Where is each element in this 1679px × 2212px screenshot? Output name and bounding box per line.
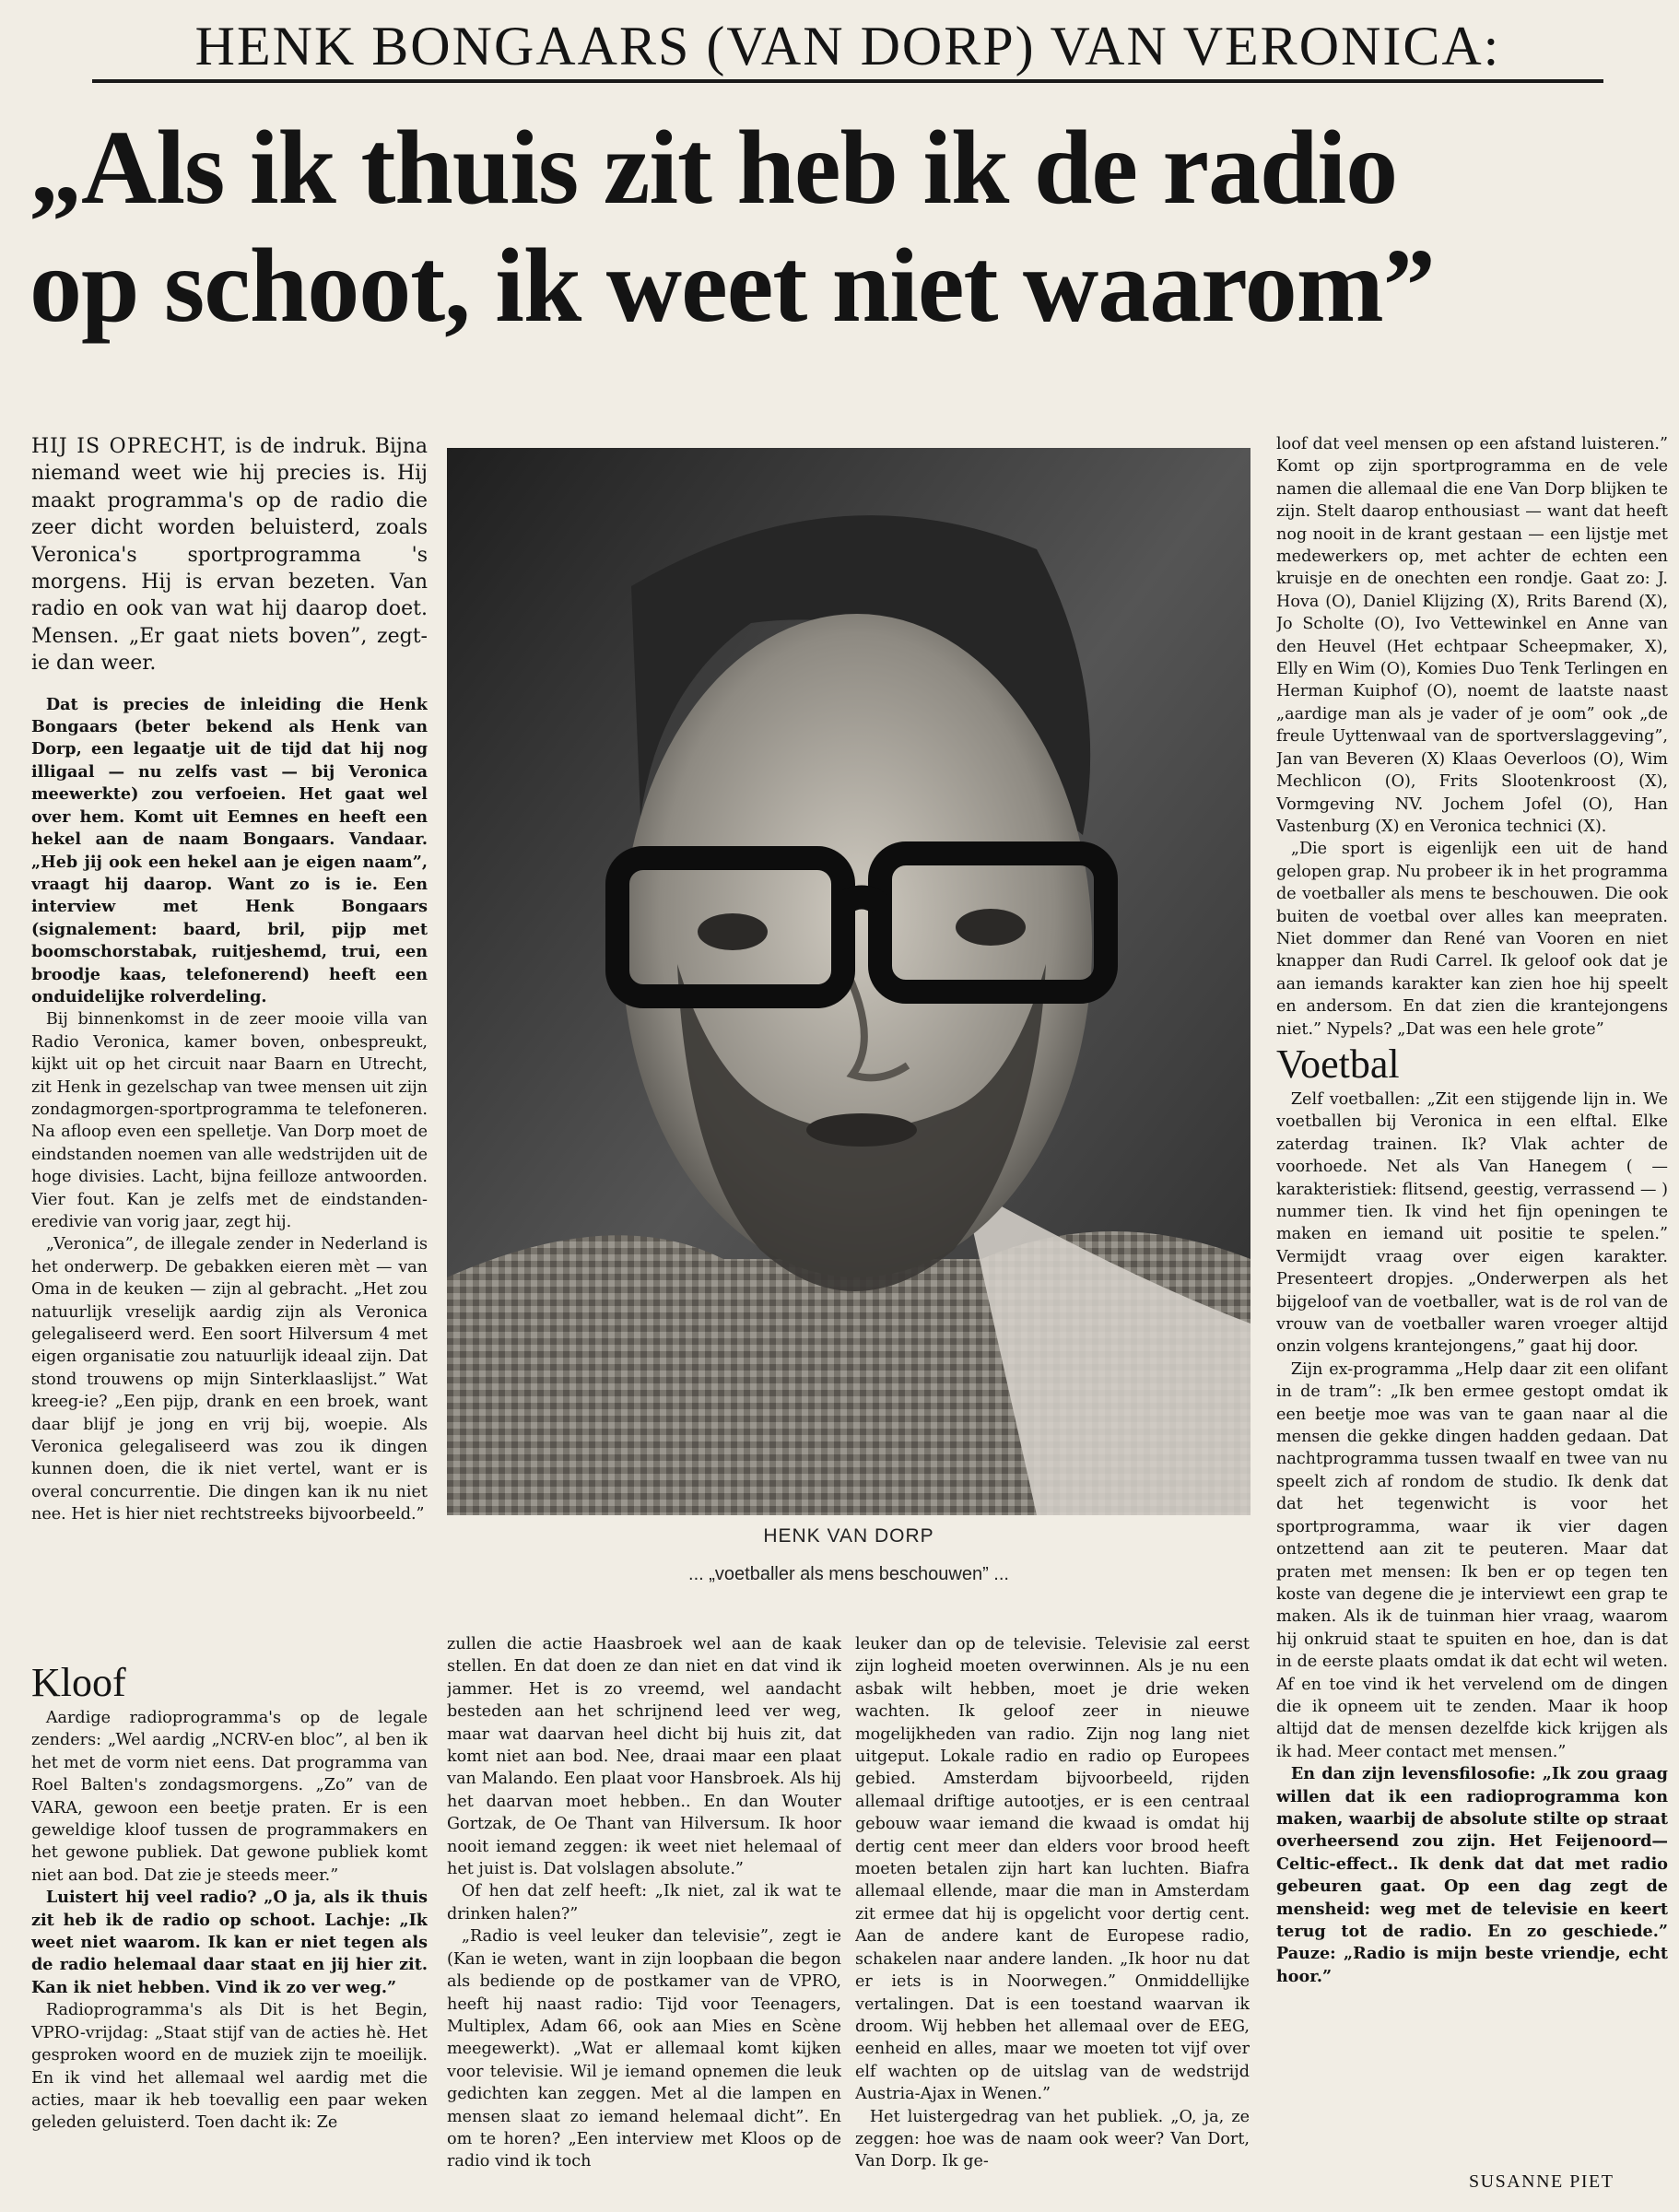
paragraph: Zijn ex-programma „Help daar zit een olifant in de tram”: „Ik ben ermee gestopt omdat ik een beetje moe was van te gaan naar al die mensen die gekke dingen hadden gedaan. Dat nachtprogramma tussen twaalf en twee van nu speelt zich af rondom de studio. Ik denk dat dat het tegenwicht is voor het sportprogramma, waar ik vier dagen ontzettend aan zit te peuteren. Maar dat praten met mensen: Ik ben er op tegen ten koste van degene die je interviewt een grap te maken. Als ik de tuinman hier vraag, waarom hij onkruid staat te spuiten en hoe, dan is dat in de eerste plaats omdat ik dat echt wil weten. Af en toe vind ik het vervelend om de dingen die ik opneem uit te zenden. Maar ik hoop altijd dat de mensen dezelfde kick krijgen als ik had. Meer contact met mensen.”	[1276, 1359, 1668, 1761]
headline	[29, 109, 1670, 345]
column-3	[855, 1633, 1250, 2186]
caption-name: HENK VAN DORP	[763, 1525, 934, 1547]
author-byline: SUSANNE PIET	[1469, 2171, 1614, 2192]
lead-rest: is de indruk. Bijna niemand weet wie hij precies is. Hij maakt programma's op de radio die zeer dicht worden beluisterd, zoals Veronica's sportprogramma 's morgens. Hij is ervan bezeten. Van radio en ook van wat hij daarop doet. Mensen. „Er gaat niets boven”, zegt-ie dan weer.	[31, 435, 428, 676]
headline-line-2: op schoot, ik weet niet waarom”	[29, 227, 1435, 344]
paragraph: „Die sport is eigenlijk een uit de hand gelopen grap. Nu probeer ik in het programma de voetballer als mens te beschouwen. Die ook buiten de voetbal over alles kan meepraten. Niet dommer dan René van Vooren en niet knapper dan Rudi Carrel. Ik geloof ook dat je aan iemands karakter kan zien hoe hij speelt en andersom. En dat zien die krantejongens niet.” Nypels? „Dat was een hele grote”	[1276, 840, 1668, 1039]
column-1	[31, 433, 428, 1668]
mouth-shape	[806, 1113, 917, 1147]
paragraph: loof dat veel mensen op een afstand luisteren.” Komt op zijn sportprogramma en de vele namen die allemaal die ene Van Dorp blijken te zijn. Stelt daarop enthousiast — want dat heeft nog nooit in de krant gestaan — een lijstje met medewerkers op, met achter de echten een kruisje en de onechten een rondje. Gaat zo: J. Hova (O), Daniel Klijzing (X), Rrits Barend (X), Jo Scholte (O), Ivo Vettewinkel en Anne van den Heuvel (Het echtpaar Scheepmaker, X), Elly en Wim (O), Komies Duo Tenk Terlingen en Herman Kuiphof (O), noemt de laatste naast „aardige man als je vader of je oom” ook „de freule Uyttenwaal van de sportverslaggeving”, Jan van Beveren (X) Klaas Oeverloos (O), Wim Mechlicon (O), Frits Slootenkroost (X), Vormgeving NV. Jochem Jofel (O), Han Vastenburg (X) en Veronica technici (X).	[1276, 435, 1668, 836]
column-1-lower	[31, 1659, 428, 2180]
intro-paragraph: Dat is precies de inleiding die Henk Bongaars (beter bekend als Henk van Dorp, een legaatje uit de tijd dat hij nog illigaal — nu zelfs vast — bij Veronica meewerkte) zou verfoeien. Het gaat wel over hem. Komt uit Eemnes en heeft een hekel aan de naam Bongaars. Vandaar. „Heb jij ook een hekel aan je eigen naam”, vraagt hij daarop. Want zo is ie. Een interview met Henk Bongaars (signalement: baard, bril, pijp met boomschorstabak, ruitjeshemd, trui, een broodje kaas, telefonerend) heeft een onduidelijke rolverdeling.	[31, 694, 428, 1006]
right-eye-shape	[956, 909, 1026, 946]
lead-caps: HIJ IS OPRECHT,	[31, 435, 228, 458]
caption-quote: ... „voetballer als mens beschouwen” ...	[688, 1564, 1009, 1584]
subheading-kloof: Kloof	[31, 1660, 126, 1705]
paragraph: Of hen dat zelf heeft: „Ik niet, zal ik wat te drinken halen?”	[447, 1882, 841, 1924]
headline-line-1: „Als ik thuis zit heb ik de radio	[29, 109, 1398, 226]
left-eye-shape	[698, 913, 768, 950]
subheading-voetbal: Voetbal	[1276, 1041, 1400, 1087]
paragraph: Zelf voetballen: „Zit een stijgende lijn in. We voetballen bij Veronica in een elftal. Elke zaterdag trainen. Ik? Vlak achter de voorhoede. Net als Van Hanegem ( — karakteristiek: flitsend, geestig, verrassend — ) nummer tien. Ik vind het fijn openingen te maken en iemand uit positie te spelen.” Vermijdt vraag over eigen karakter. Presenteert dropjes. „Onderwerpen als het bijgeloof van de voetballer, wat is de rol van de vrouw van de voetballer waren vroeger altijd onzin volgens krantejongens,” gaat hij door.	[1276, 1089, 1668, 1357]
paragraph-bold: En dan zijn levensfilosofie: „Ik zou graag willen dat ik een radioprogramma kon maken, waarbij de absolute stilte op straat overheersend zou zijn. Het Feijenoord—Celtic-effect.. Ik denk dat dat met radio gebeuren gaat. Op een dag zegt de mensheid: weg met de televisie en keert terug tot de radio. En zo geschiede.” Pauze: „Radio is mijn beste vriendje, echt hoor.”	[1276, 1764, 1668, 1986]
paragraph: zullen die actie Haasbroek wel aan de kaak stellen. En dat doen ze dan niet en dat vind ik jammer. Het is zo vreemd, wel aandacht besteden aan het schrijnend leed ver weg, maar wat daarvan heel dicht bij huis zit, dat komt niet aan bod. Nee, draai maar een plaat van Malando. Een plaat voor Hansbroek. Als hij het daarvan moet hebben.. En dan Wouter Gortzak, de Oe Thant van Hilversum. Ik hoor nooit iemand zeggen: ik weet niet helemaal of het juist is. Dat volslagen absolute.”	[447, 1635, 841, 1879]
column-2	[447, 1633, 841, 2186]
photo-caption	[447, 1525, 1250, 1585]
paragraph: „Radio is veel leuker dan televisie”, zegt ie (Kan ie weten, want in zijn loopbaan die begon als bediende op de postkamer van de VPRO, heeft hij naast radio: Tijd voor Teenagers, Multiplex, Adam 66, ook aan Mies en Scène meegewerkt). „Wat er allemaal komt kijken voor televisie. Wil je iemand opnemen die leuk gedichten kan zeggen. Met al die lampen en mensen slaat zo iemand helemaal dicht”. En om te horen? „Een interview met Kloos op de radio vind ik toch	[447, 1927, 841, 2171]
column-4	[1276, 433, 1668, 2166]
paragraph: Radioprogramma's als Dit is het Begin, VPRO-vrijdag: „Staat stijf van de acties hè. Het gesproken woord en de muziek zijn te moeilijk. En ik vind het allemaal wel aardig met die acties, maar ik heb toevallig een paar weken geleden geluisterd. Toen dacht ik: Ze	[31, 2001, 428, 2133]
kicker: HENK BONGAARS (VAN DORP) VAN VERONICA:	[92, 13, 1603, 83]
paragraph: leuker dan op de televisie. Televisie zal eerst zijn logheid moeten overwinnen. Als je nu een asbak wilt hebben, moet je drie weken wachten. Ik geloof zeer in nieuwe mogelijkheden van radio. Zijn nog lang niet uitgeput. Lokale radio en radio op Europees gebied. Amsterdam bijvoorbeeld, rijden allemaal driftige autootjes, er is een centraal gebouw waar iemand die kwaad is omdat hij dertig cent meer dan elders voor brood heeft moeten betalen zijn hart kan luchten. Biafra allemaal ellende, maar die man in Amsterdam zit ermee dat hij is opgelicht voor dertig cent. Aan de andere kant de Europese radio, schakelen naar andere landen. „Ik hoor nu dat er iets is in Noorwegen.” Onmiddellijke vertalingen. Dat is een toestand waarvan ik droom. Wij hebben het allemaal over de EEG, eenheid en alles, maar we moeten tot vijf over elf wachten op de uitslag van de wedstrijd Austria-Ajax in Wenen.”	[855, 1635, 1250, 2104]
paragraph: „Veronica”, de illegale zender in Nederland is het onderwerp. De gebakken eieren mèt — van Oma in de keuken — zijn al gebracht. „Het zou natuurlijk vreselijk aardig zijn als Veronica gelegaliseerd werd. Een soort Hilversum 4 met eigen organisatie zou natuurlijk ideaal zijn. Dat stond trouwens op mijn Sinterklaaslijst.” Wat kreeg-ie? „Een pijp, drank en een broek, want daar blijf je jong en vrij bij, woepie. Als Veronica gelegaliseerd was zou ik dingen kunnen doen, die ik niet vertel, want er is overal concurrentie. Die dingen kan ik nu niet nee. Het is hier niet rechtstreeks bijvoorbeeld.”	[31, 1235, 428, 1524]
paragraph: Aardige radioprogramma's op de legale zenders: „Wel aardig „NCRV-en bloc”, al ben ik het met de vorm niet eens. Dat programma van Roel Balten's zondagsmorgens. „Zo” van de VARA, gewoon een beetje praten. Er is een geweldige kloof tussen de programmakers en het gewone publiek. Dat gewone publiek komt niet aan bod. Dat zie je steeds meer.”	[31, 1709, 428, 1885]
portrait-image	[447, 448, 1250, 1515]
paragraph: Het luistergedrag van het publiek. „O, ja, ze zeggen: hoe was de naam ook weer? Van Dort, Van Dorp. Ik ge-	[855, 2107, 1250, 2171]
paragraph-bold: Luistert hij veel radio? „O ja, als ik thuis zit heb ik de radio op schoot. Lachje: „Ik weet niet waarom. Ik kan er niet tegen als de radio helemaal daar staat en jij hier zit. Kan ik niet hebben. Vind ik zo ver weg.”	[31, 1888, 428, 1997]
portrait-photo	[447, 448, 1250, 1515]
paragraph: Bij binnenkomst in de zeer mooie villa van Radio Veronica, kamer boven, onbespreukt, kijkt uit op het circuit naar Baarn en Utrecht, zit Henk in gezelschap van twee mensen uit zijn zondagmorgen-sportprogramma te telefoneren. Na afloop even een spelletje. Van Dorp moet de eindstanden noemen van alle wedstrijden uit de hoge divisies. Lacht, bijna feilloze antwoorden. Vier fout. Kan je zelfs met de eindstanden-eredivie van vorig jaar, zegt hij.	[31, 1010, 428, 1231]
lead-paragraph	[31, 433, 428, 677]
